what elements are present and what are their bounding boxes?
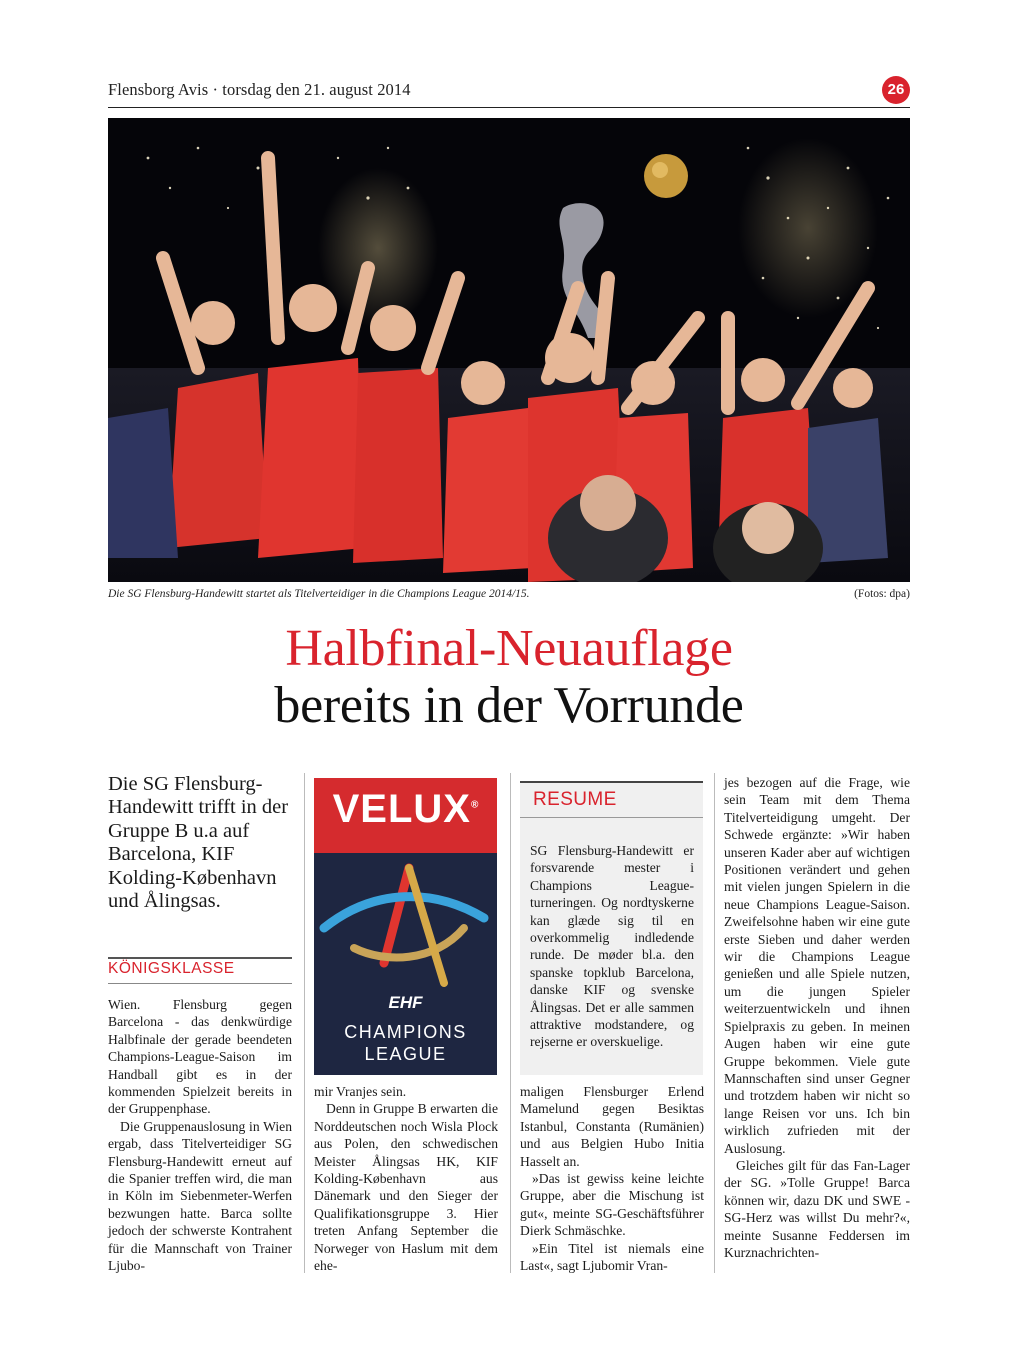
paragraph: maligen Flensburger Erlend Mamelund gegen Besiktas Istanbul, Constanta (Rumänien) und aus Belgien Hubo Initia Hasselt an. (520, 1084, 704, 1169)
resume-rule-top (520, 781, 703, 783)
velux-ehf-champions-league-logo (314, 778, 497, 1075)
paragraph: Wien. Flensburg gegen Barcelona - das denkwürdige Halbfinale der gerade beendeten Champions-League-Saison im Handball gibt es in der kommenden Spielzeit bereits in der Gruppenphase. (108, 997, 292, 1117)
section-rule-top (108, 957, 292, 959)
champions-text: CHAMPIONS (344, 1022, 467, 1042)
photo-credit: (Fotos: dpa) (854, 588, 910, 600)
column-divider (304, 773, 305, 1273)
header-divider (108, 107, 910, 108)
article-column-4 (724, 774, 910, 1261)
photo-caption: Die SG Flensburg-Handewitt startet als Titelverteidiger in die Champions League 2014/15. (108, 588, 530, 600)
paragraph: »Das ist gewiss keine leichte Gruppe, aber die Mischung ist gut«, meinte SG-Geschäftsführer Dierk Schmäschke. (520, 1171, 704, 1239)
paragraph: Gleiches gilt für das Fan-Lager der SG. »Tolle Gruppe! Barca können wir, dazu DK und SWE - SG-Herz was willst Du mehr?«, meinte Susanne Feddersen im Kurznachrichten- (724, 1157, 910, 1260)
headline-line-1: Halbfinal-Neuauflage (285, 620, 733, 677)
article-column-1 (108, 996, 292, 1275)
column-divider (714, 773, 715, 1273)
article-column-3 (520, 1083, 704, 1274)
masthead-dateline: Flensborg Avis · torsdag den 21. august 2014 (108, 80, 411, 99)
article-column-2 (314, 1083, 498, 1274)
paragraph: Denn in Gruppe B erwarten die Norddeutschen noch Wisla Plock aus Polen, den schwedischen Meister Ålingsas HK, KIF Kolding-København aus Dänemark und den Sieger der Qualifikationsgruppe 3. Hier treten Anfang September die Norweger von Haslum mit dem ehe- (314, 1101, 498, 1274)
section-heading: KÖNIGSKLASSE (108, 960, 235, 977)
paragraph: Die Gruppenauslosung in Wien ergab, dass Titelverteidiger SG Flensburg-Handewitt erneut auf die Spanier treffen wird, die man in Köln im Siebenmeter-Werfen bezwungen hatte. Barca sollte jedoch der schwerste Kontrahent für die Mannschaft von Trainer Ljubo- (108, 1118, 292, 1274)
ehf-mark: EHF (388, 993, 423, 1012)
resume-rule-bottom (520, 817, 703, 818)
registered-mark: ® (470, 799, 479, 811)
resume-text: SG Flensburg-Handewitt er forsvarende mester i Champions League-turneringen. Og nordtyskerne kan glæde sig til en overkommelig indledende runde. De møder bl.a. den spanske topklub Barcelona, danske KIF og svenske Ålingsas. Det er alle sammen attraktive modstandere, og rejserne er overskuelige. (530, 843, 694, 1050)
photo-illustration (108, 118, 910, 582)
column-divider (510, 773, 511, 1273)
team-celebration-photo (108, 118, 910, 582)
paragraph: jes bezogen auf die Frage, wie sein Team mit dem Thema Titelverteidigung umgeht. Der Schwede ergänzte: »Wir haben unseren Kader aber auf wichtigen Positionen verändert und gehen mit vielen jungen Spielern in die neue Champions League-Saison. Zweifelsohne haben wir eine gute erste Sieben und daher werden wir die Champions League genießen und alle Spiele nutzen, um die jungen Spieler weiterzuentwickeln und ihnen Spielpraxis zu geben. In meinen Augen haben wir eine gute Gruppe bekommen. Viele gute Mannschaften sind unser Gegner und trotzdem haben wir nicht so lange Reisen vor uns. Ich bin wirklich zufrieden mit der Auslosung. (724, 775, 910, 1156)
headline (0, 622, 1018, 733)
velux-brand-text: VELUX (332, 787, 471, 831)
league-text: LEAGUE (364, 1044, 447, 1064)
headline-line-2: bereits in der Vorrunde (274, 676, 744, 734)
lede-text: Die SG Flensburg-Handewitt trifft in der Gruppe B u.a auf Barcelona, KIF Kolding-København und Ålingsas. (108, 773, 289, 913)
page-number-badge: 26 (882, 76, 910, 104)
section-rule-bottom (108, 983, 292, 984)
paragraph: »Ein Titel ist niemals eine Last«, sagt Ljubomir Vran- (520, 1240, 704, 1274)
page-header (108, 76, 910, 108)
paragraph: mir Vranjes sein. (314, 1084, 407, 1099)
resume-heading: RESUME (533, 789, 617, 810)
